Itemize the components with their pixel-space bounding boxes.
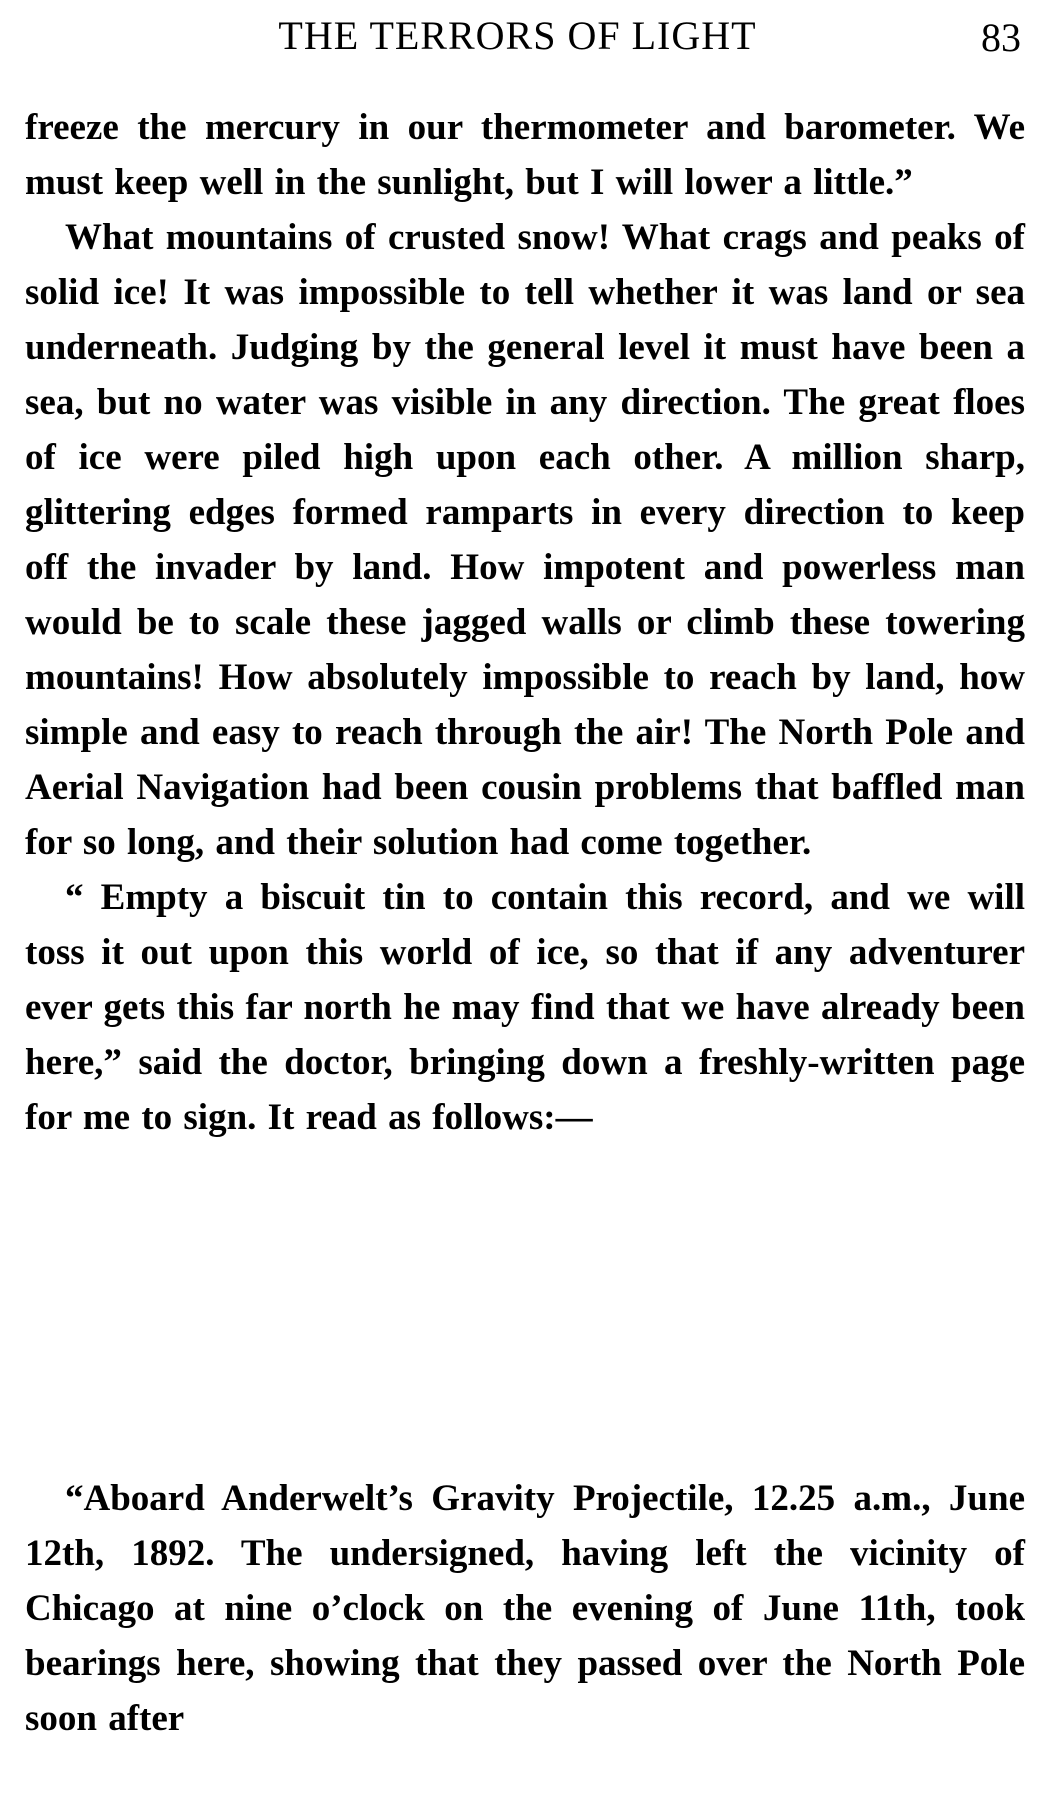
paragraph-continued: freeze the mercury in our thermometer and barometer. We must keep well in the sunlight, but I will lower a little.”: [25, 107, 1025, 203]
paragraph-ice-description: What mountains of crusted snow! What crags and peaks of solid ice! It was impossible to tell whether it was land or sea underneath. Judging by the general level it must have been a sea, but no water was visible in any direction. The great floes of ice were piled high upon each other. A million sharp, glittering edges formed ramparts in every direction to keep off the invader by land. How impotent and powerless man would be to scale these jagged walls or climb these towering mountains! How absolutely impossible to reach by land, how simple and easy to reach through the air! The North Pole and Aerial Navigation had been cousin problems that baffled man for so long, and their solution had come together.: [25, 217, 1025, 863]
running-title: THE TERRORS OF LIGHT: [278, 13, 757, 58]
record-text: [25, 1471, 1025, 1746]
main-text: [25, 100, 1025, 1145]
running-head: [0, 10, 1051, 62]
paragraph-record: “Aboard Anderwelt’s Gravity Projectile, 12.25 a.m., June 12th, 1892. The undersigned, having left the vicinity of Chicago at nine o’clock on the evening of June 11th, took bearings here, showing that they passed over the North Pole soon after: [25, 1478, 1025, 1739]
paragraph-biscuit-tin: “ Empty a biscuit tin to contain this record, and we will toss it out upon this world of ice, so that if any adventurer ever gets this far north he may find that we have already been here,” said the doctor, bringing down a freshly-written page for me to sign. It read as follows:—: [25, 877, 1025, 1138]
page-number: 83: [981, 15, 1021, 60]
